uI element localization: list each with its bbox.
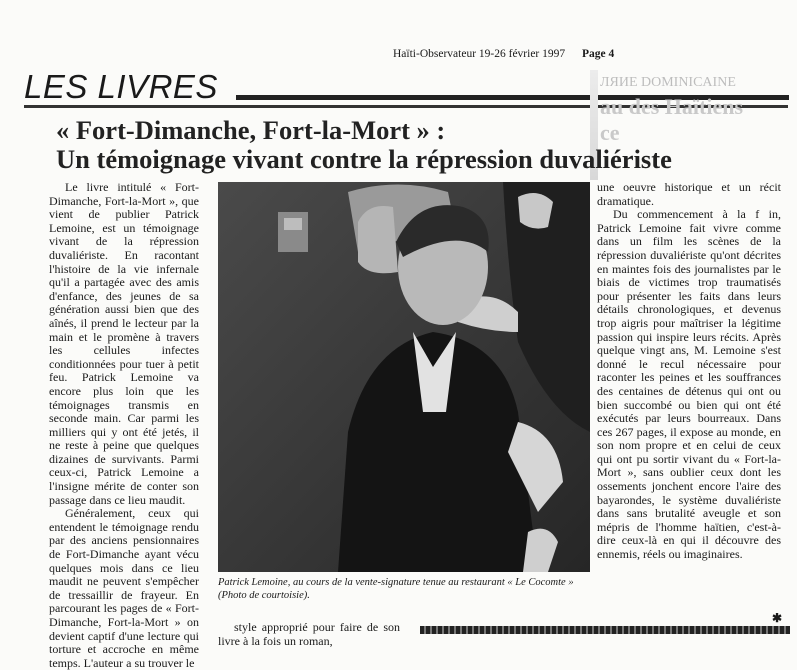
headline-line-1: « Fort-Dimanche, Fort-la-Mort » :: [56, 115, 446, 145]
ghost-line-1: ЛЯИЕ DOMINICAINE: [600, 75, 736, 90]
photo-caption: Patrick Lemoine, au cours de la vente-signature tenue au restaurant « Le Cocomte » (Photo de courtoisie).: [218, 577, 574, 601]
photo-illustration: [218, 182, 590, 572]
article-paragraph: Le livre intitulé « Fort-Dimanche, Fort-la-Mort », que vient de publier Patrick Lemoine, est un témoignage vivant de la répression duvaliériste. En racontant l'histoire de la vie infernale qu'il a partagée avec des amis d'enfance, des jeunes de sa génération aussi bien que des aînés, il prend le lecteur par la main et le promène à travers les cellules infectes conditionnées pour tuer à petit feu. Patrick Lemoine va encore plus loin que les témoignages transmis en seconde main. Car parmi les milliers qui y ont été jetés, il ne reste à peine que quelques dizaines de survivants. Parmi ceux-ci, Patrick Lemoine a l'insigne mérite de conter son passage dans ce lieu maudit.: [49, 180, 199, 507]
ghost-line-2: au des Haïtiens: [600, 94, 744, 119]
page-number: Page 4: [582, 48, 615, 60]
masthead: [393, 48, 614, 60]
article-column-1: [49, 180, 199, 670]
article-column-3: [597, 181, 781, 626]
section-title: LES LIVRES: [24, 68, 218, 105]
publication-name: Haïti-Observateur: [393, 48, 477, 60]
headline-line-2: Un témoignage vivant contre la répression duvaliériste: [56, 144, 672, 174]
issue-dates: 19-26 février 1997: [478, 48, 566, 60]
article-paragraph: une oeuvre historique et un récit dramatique.: [597, 180, 781, 208]
bottom-rule: [420, 626, 790, 634]
end-mark: ✱: [772, 611, 783, 625]
article-headline: [56, 116, 786, 174]
article-paragraph: Généralement, ceux qui entendent le témoignage rendu par des anciens pensionnaires de Fort-Dimanche ayant vécu quelques mois dans ce lieu maudit ne peuvent s'empêcher de tressaillir de frayeur. En parcourant les pages de « Fort-Dimanche, Fort-la-Mort » on devient captif d'une lecture qui torture et accroche en même temps. L'auteur a su trouver le: [49, 506, 199, 670]
article-paragraph: Du commencement à la f in, Patrick Lemoine fait vivre comme dans un film les scènes de la répression duvaliériste qu'ont décrites en maintes fois des journalistes par le biais de victimes trop traumatisés pour présenter les faits dans leurs détails chronologiques, et devenus trop aigris pour maîtriser la légitime passion qui inspire leurs récits. Après quelque vingt ans, M. Lemoine s'est donné le recul nécessaire pour raconter les peines et les souffrances des centaines de détenus qui ont ou bien succombé ou bien qui ont été exécutés par leurs bourreaux. Dans ces 267 pages, il expose au monde, en son nom propre et en celui de ceux qui ont pu sortir vivant du « Fort-la-Mort », sans oublier ceux dont les ossements jonchent encore l'aire des bayarondes, le système duvaliériste dans sans brutalité aveugle et son mépris de l'homme haïtien, c'est-à-dire ceux-là en qui il découvre des ennemis, réels ou imaginaires.: [597, 207, 781, 562]
ghost-line-3: ce: [600, 120, 620, 145]
article-paragraph: style approprié pour faire de son livre à la fois un roman,: [218, 620, 400, 648]
article-column-2: [218, 621, 400, 661]
author-photo: [218, 182, 590, 572]
